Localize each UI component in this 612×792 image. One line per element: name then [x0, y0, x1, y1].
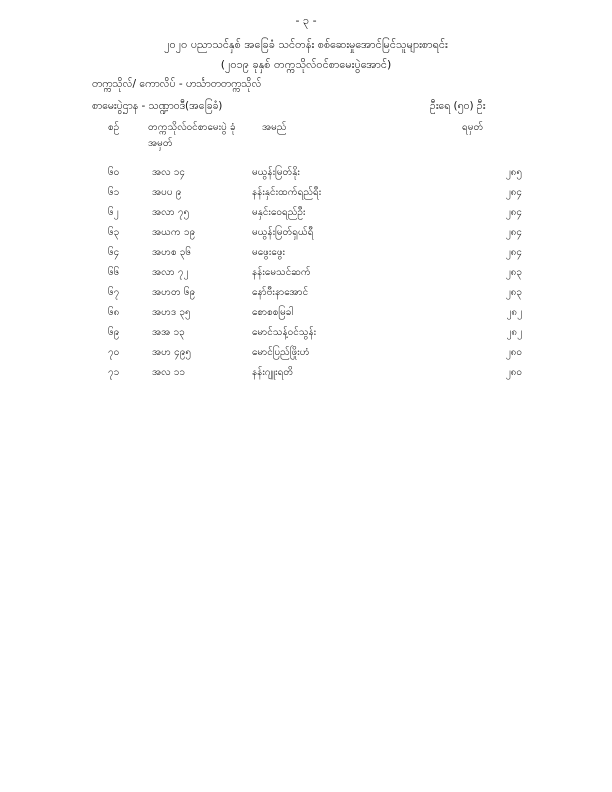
row-score: ၂၈၃ — [505, 286, 522, 298]
row-number: ၆၇ — [108, 286, 120, 298]
row-number: ၆၄ — [108, 246, 120, 258]
row-name: မယွန်းမြတ်ရှယ်ရီ — [252, 226, 314, 238]
row-number: ၆၈ — [108, 306, 120, 318]
table-row — [108, 302, 522, 322]
row-name: နော်ဗီးနာအောင် — [252, 286, 309, 298]
exam-center-line: စာမေးပွဲဌာန - သဏ္ဍာဝဒီ(အခြေခံ) — [92, 100, 223, 112]
row-number: ၆၆ — [108, 266, 120, 278]
row-name: နန်းမေသင်ဆက် — [252, 266, 311, 278]
row-name: နန်းဂျူးရတိ — [252, 366, 294, 378]
row-name: မနှင်းဝေရည်ဦး — [252, 206, 306, 218]
row-name: မောင်သန့်ဝင်သွန်း — [252, 326, 317, 338]
row-score: ၂၈၄ — [505, 206, 522, 218]
row-roll-number: အယက ၁၉ — [152, 226, 196, 238]
row-number: ၆၃ — [108, 226, 120, 238]
table-row — [108, 322, 522, 342]
row-number: ၇၀ — [108, 346, 120, 358]
row-score: ၂၈၂ — [506, 326, 522, 338]
row-roll-number: အလ ၁၁ — [152, 366, 185, 378]
university-line: တက္ကသိုလ်/ ကောလိပ် - ဟင်္သာတတက္ကသိုလ် — [92, 78, 262, 90]
column-header-no: စဉ် — [108, 122, 120, 133]
row-name: နန်းနှင်းထက်ရည်ရီး — [252, 186, 322, 198]
row-name: မယွန်းမြတ်နိုး — [252, 166, 300, 178]
row-score: ၂၈၀ — [505, 366, 522, 378]
row-score: ၂၈၄ — [505, 186, 522, 198]
row-score: ၂၈၄ — [505, 246, 522, 258]
row-number: ၆၉ — [108, 326, 120, 338]
table-row — [108, 262, 522, 282]
row-number: ၆၂ — [108, 206, 119, 218]
row-roll-number: အလ ၁၄ — [152, 166, 185, 178]
row-roll-number: အဟစ ၃၆ — [152, 246, 192, 258]
row-roll-number: အဟတ ၆၉ — [152, 286, 196, 298]
row-roll-number: အပပ ၉ — [152, 186, 182, 198]
row-score: ၂၈၀ — [505, 346, 522, 358]
table-row — [108, 362, 522, 382]
row-score: ၂၈၅ — [505, 166, 522, 178]
row-number: ၆၁ — [108, 186, 120, 198]
table-row — [108, 162, 522, 182]
table-row — [108, 222, 522, 242]
row-roll-number: အဟဒ ၃၅ — [152, 306, 191, 318]
row-number: ၆၀ — [108, 166, 120, 178]
candidate-count: ဦးရေ (၅၀) ဦး — [430, 100, 486, 112]
column-header-name: အမည် — [262, 122, 287, 133]
document-title: ၂၀၂၀ ပညာသင်နှစ် အခြေခံ သင်တန်း စစ်ဆေးမှုအောင်မြင်သူများစာရင်း — [164, 38, 448, 51]
row-roll-number: အဟ ၄၉၅ — [152, 346, 192, 358]
row-name: စောစစမြခါ — [252, 306, 294, 318]
table-row — [108, 342, 522, 362]
row-roll-number: အအ ၁၃ — [152, 326, 185, 338]
row-roll-number: အလာ ၇၂ — [152, 266, 189, 278]
row-name: မောင်ပြည်ဖြိုးဟံ — [252, 346, 310, 358]
row-name: မဖွေးဖွေး — [252, 246, 286, 258]
page-number: - ၃ - — [295, 14, 317, 27]
table-row — [108, 282, 522, 302]
column-header-score: ရမှတ် — [462, 122, 484, 133]
table-row — [108, 242, 522, 262]
table-row — [108, 202, 522, 222]
row-score: ၂၈၄ — [505, 226, 522, 238]
row-score: ၂၈၃ — [505, 266, 522, 278]
table-row — [108, 182, 522, 202]
row-score: ၂၈၂ — [506, 306, 522, 318]
column-header-roll: တက္ကသိုလ်ဝင်စာမေးပွဲ ခုံအမှတ် — [148, 122, 236, 149]
row-roll-number: အလာ ၇၅ — [152, 206, 190, 218]
document-subtitle: (၂၀၁၉ ခုနှစ် တက္ကသိုလ်ဝင်စာမေးပွဲအောင်) — [220, 58, 392, 71]
row-number: ၇၁ — [108, 366, 120, 378]
results-table — [108, 162, 522, 382]
